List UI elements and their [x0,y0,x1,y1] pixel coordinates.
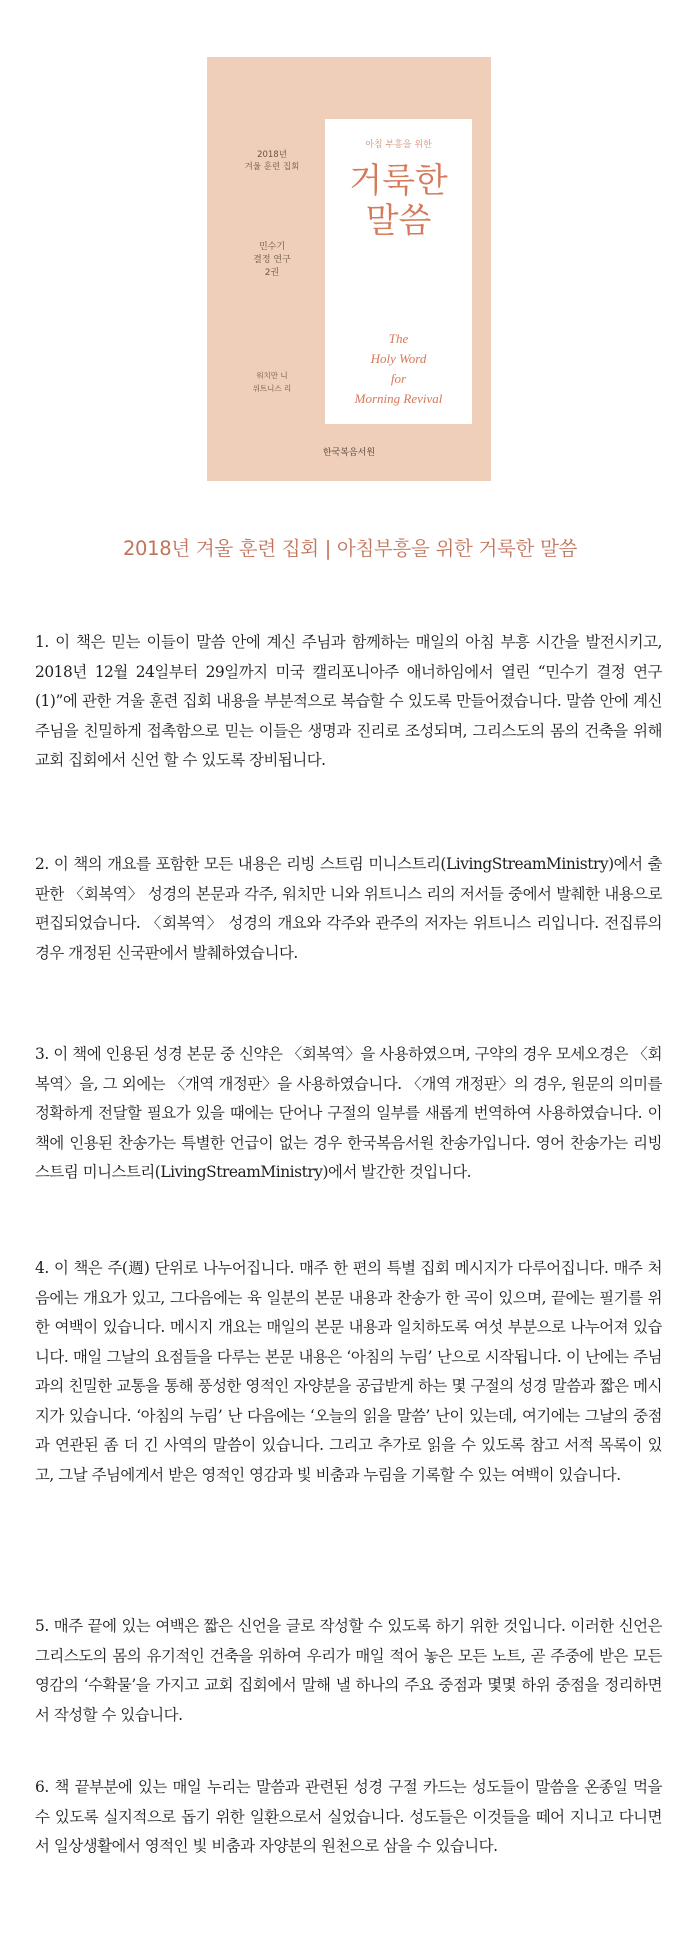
paragraph-3: 3. 이 책에 인용된 성경 본문 중 신약은 〈회복역〉을 사용하였으며, 구약의 경우 모세오경은 〈회복역〉을, 그 외에는 〈개역 개정판〉을 사용하였습니다. 〈개역 개정판〉의 경우, 원문의 의미를 정확하게 전달할 필요가 있을 때에는 단어나 구절의 일부를 새롭게 번역하여 사용하였습니다. 이 책에 인용된 찬송가는 특별한 언급이 없는 경우 한국복음서원 찬송가입니다. 영어 찬송가는 리빙 스트림 미니스트리(LivingStreamMinistry)에서 발간한 것입니다. [35,1045,662,1181]
cover-english-line: The [388,331,409,346]
cover-volume-line: 2권 [264,268,280,278]
cover-english-line: Morning Revival [354,391,443,406]
section-heading: 2018년 겨울 훈련 집회 | 아침부흥을 위한 거룩한 말씀 [122,537,578,560]
cover-author: 위트니스 리 [252,384,292,393]
cover-title [325,161,472,241]
cover-title-line: 말씀 [365,201,432,241]
paragraph-2: 2. 이 책의 개요를 포함한 모든 내용은 리빙 스트림 미니스트리(LivingStreamMinistry)에서 출판한 〈회복역〉 성경의 본문과 각주, 워치만 니와 위트니스 리의 저서들 중에서 발췌한 내용으로 편집되었습니다. 〈회복역〉 성경의 개요와 각주와 관주의 저자는 위트니스 리입니다. 전집류의 경우 개정된 신국판에서 발췌하였습니다. [35,855,662,962]
cover-title-line: 거룩한 [349,161,448,201]
cover-volume [227,241,317,280]
cover-author: 워치만 니 [256,371,288,380]
paragraph-6: 6. 책 끝부분에 있는 매일 누리는 말씀과 관련된 성경 구절 카드는 성도들이 말씀을 온종일 먹을 수 있도록 실지적으로 돕기 위한 일환으로서 실었습니다. 성도들은 이것들을 떼어 지니고 다니면서 일상생활에서 영적인 빛 비춤과 자양분의 원천으로 삼을 수 있습니다. [35,1778,662,1855]
cover-left-panel [227,119,317,424]
paragraph-4: 4. 이 책은 주(週) 단위로 나누어집니다. 매주 한 편의 특별 집회 메시지가 다루어집니다. 매주 처음에는 개요가 있고, 그다음에는 육 일분의 본문 내용과 찬송가 한 곡이 있으며, 끝에는 필기를 위한 여백이 있습니다. 메시지 개요는 매일의 본문 내용과 일치하도록 여섯 부분으로 나누어져 있습니다. 매일 그날의 요점들을 다루는 본문 내용은 ‘아침의 누림’ 난으로 시작됩니다. 이 난에는 주님과의 친밀한 교통을 통해 풍성한 영적인 자양분을 공급받게 하는 몇 구절의 성경 말씀과 짧은 메시지가 있습니다. ‘아침의 누림’ 난 다음에는 ‘오늘의 읽을 말씀’ 난이 있는데, 여기에는 그날의 중점과 연관된 좀 더 긴 사역의 말씀이 있습니다. 그리고 추가로 읽을 수 있도록 참고 서적 목록이 있고, 그날 주님에게서 받은 영적인 영감과 빛 비춤과 누림을 기록할 수 있는 여백이 있습니다. [35,1259,662,1484]
cover-right-panel [325,119,472,424]
cover-english-line: for [390,371,407,386]
cover-volume-line: 결정 연구 [253,255,291,265]
book-cover-image [207,57,491,481]
paragraph-1: 1. 이 책은 믿는 이들이 말씀 안에 계신 주님과 함께하는 매일의 아침 부흥 시간을 발전시키고, 2018년 12월 24일부터 29일까지 미국 캘리포니아주 애너하임에서 열린 “민수기 결정 연구(1)”에 관한 겨울 훈련 집회 내용을 부분적으로 복습할 수 있도록 만들어졌습니다. 말씀 안에 계신 주님을 친밀하게 접촉함으로 믿는 이들은 생명과 진리로 조성되며, 그리스도의 몸의 건축을 위해 교회 집회에서 신언 할 수 있도록 장비됩니다. [35,633,662,769]
cover-year: 2018년 [257,150,287,160]
cover-volume-line: 민수기 [258,242,286,252]
cover-authors [227,369,317,395]
cover-english-title [325,329,472,409]
cover-subtitle: 겨울 훈련 집회 [244,162,300,172]
cover-tagline: 아침 부흥을 위한 [365,140,432,150]
paragraph-5: 5. 매주 끝에 있는 여백은 짧은 신언을 글로 작성할 수 있도록 하기 위한 것입니다. 이러한 신언은 그리스도의 몸의 유기적인 건축을 위하여 우리가 매일 적어 놓은 모든 노트, 곧 주중에 받은 모든 영감의 ‘수확물’을 가지고 교회 집회에서 말해 낼 하나의 주요 중점과 몇몇 하위 중점을 정리하면서 작성할 수 있습니다. [35,1617,662,1724]
cover-publisher: 한국복음서원 [322,448,376,458]
cover-english-line: Holy Word [370,351,427,366]
